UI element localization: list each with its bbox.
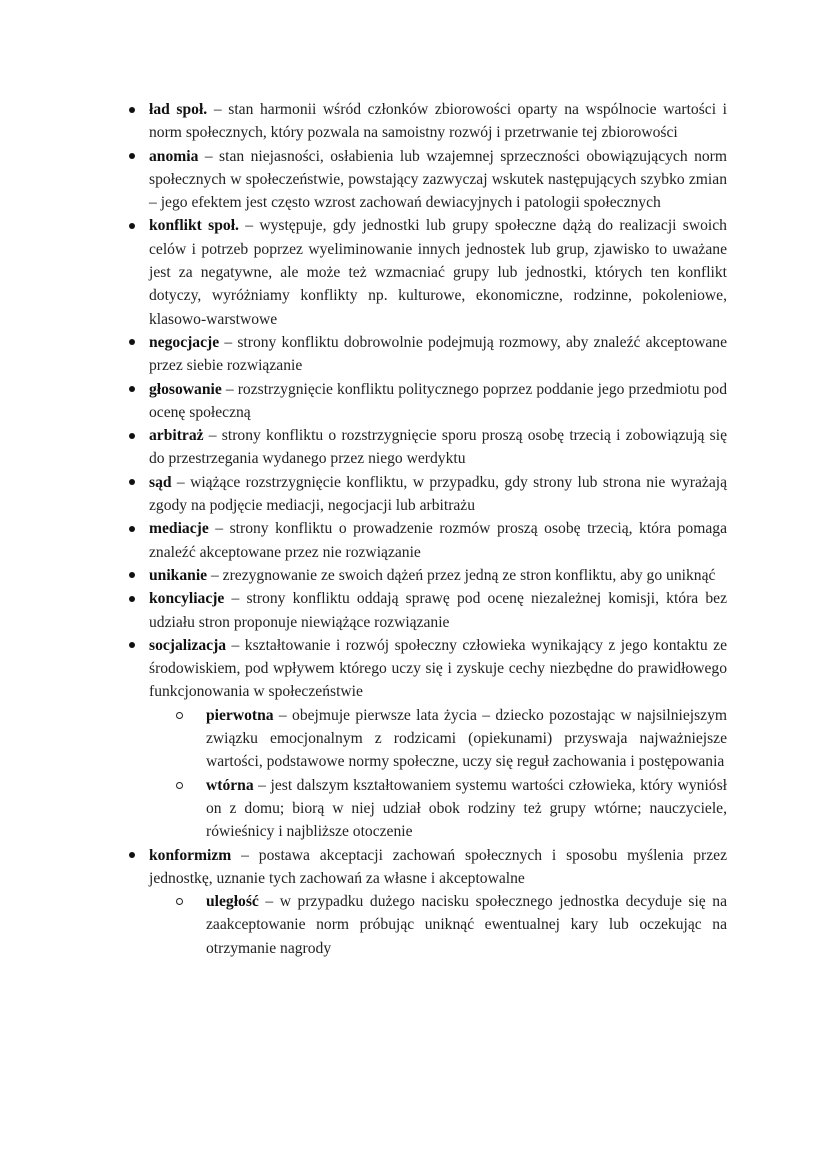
definition: – stan niejasności, osłabienia lub wzajemnej sprzeczności obowiązujących norm społecznych w społeczeństwie, powstający zazwyczaj wskutek następujących szybko zmian – jego efektem jest często wzrost zachowań dewiacyjnych i patologii społecznych	[149, 147, 727, 212]
sub-definition-list	[149, 890, 727, 960]
definition: – postawa akceptacji zachowań społecznych i sposobu myślenia przez jednostkę, uznanie tych zachowań za własne i akceptowalne	[149, 846, 727, 887]
definition-list	[127, 98, 727, 960]
definition: – strony konfliktu o prowadzenie rozmów proszą osobę trzecią, która pomaga znaleźć akceptowane przez nie rozwiązanie	[149, 520, 727, 561]
term: koncyliacje	[149, 590, 225, 608]
definition: – stan harmonii wśród członków zbiorowości oparty na wspólnocie wartości i norm społecznych, który pozwala na samoistny rozwój i przetrwanie tej zbiorowości	[149, 101, 727, 142]
definition: – strony konfliktu oddają sprawę pod ocenę niezależnej komisji, która bez udziału stron proponuje niewiążące rozwiązanie	[149, 590, 727, 631]
definition: – obejmuje pierwsze lata życia – dziecko pozostając w najsilniejszym związku emocjonalnym z rodzicami (opiekunami) przyswaja najważniejsze wartości, podstawowe normy społeczne, uczy się reguł zachowania i postępowania	[206, 706, 727, 771]
term: negocjacje	[149, 333, 220, 351]
definition: – występuje, gdy jednostki lub grupy społeczne dążą do realizacji swoich celów i potrzeb poprzez wyeliminowanie innych jednostek lub grup, zjawisko to uważane jest za negatywne, ale może też wzmacniać grupy lub jednostki, których ten konflikt dotyczy, wyróżniamy konflikty np. kulturowe, ekonomiczne, rodzinne, pokoleniowe, klasowo-warstwowe	[149, 217, 727, 328]
definition-item	[127, 844, 727, 960]
term: konformizm	[149, 846, 232, 864]
term: głosowanie	[149, 380, 222, 398]
sub-definition-item	[149, 704, 727, 774]
definition: – strony konfliktu dobrowolnie podejmują rozmowy, aby znaleźć akceptowane przez siebie rozwiązanie	[149, 333, 727, 375]
definition-item	[127, 378, 727, 425]
definition-item	[127, 98, 727, 145]
definition: – kształtowanie i rozwój społeczny człowieka wynikający z jego kontaktu ze środowiskiem, pod wpływem którego uczy się i zyskuje cechy niezbędne do prawidłowego funkcjonowania w społeczeństwie	[149, 636, 727, 701]
term: sąd	[149, 473, 172, 491]
definition-item	[127, 634, 727, 844]
sub-definition-item	[149, 890, 727, 960]
term: mediacje	[149, 520, 209, 538]
definition-item	[127, 517, 727, 564]
definition: – strony konfliktu o rozstrzygnięcie sporu proszą osobę trzecią i zobowiązują się do przestrzegania wydanego przez niego werdyktu	[149, 427, 727, 468]
term: unikanie	[149, 566, 208, 584]
term: pierwotna	[206, 706, 274, 724]
term: ład społ.	[149, 101, 208, 118]
term: konflikt społ.	[149, 217, 239, 235]
definition-item	[127, 471, 727, 518]
term: anomia	[149, 147, 199, 165]
term: wtórna	[206, 776, 254, 794]
definition-item	[127, 564, 727, 587]
definition: – rozstrzygnięcie konfliktu politycznego poprzez poddanie jego przedmiotu pod ocenę społeczną	[149, 380, 727, 421]
term: socjalizacja	[149, 636, 227, 654]
definition: – jest dalszym kształtowaniem systemu wartości człowieka, który wyniósł on z domu; biorą w niej udział obok rodziny też grupy wtórne; nauczyciele, rówieśnicy i najbliższe otoczenie	[206, 776, 727, 841]
definition-item	[127, 331, 727, 378]
sub-definition-item	[149, 774, 727, 844]
definition: – wiążące rozstrzygnięcie konfliktu, w przypadku, gdy strony lub strona nie wyrażają zgody na podjęcie mediacji, negocjacji lub arbitrażu	[149, 473, 727, 515]
sub-definition-list	[149, 704, 727, 844]
definition-item	[127, 214, 727, 330]
term: arbitraż	[149, 427, 204, 445]
definition-item	[127, 424, 727, 471]
term: uległość	[206, 893, 259, 911]
definition-item	[127, 145, 727, 215]
document-page	[127, 98, 727, 960]
definition-item	[127, 587, 727, 634]
definition: – zrezygnowanie ze swoich dążeń przez jedną ze stron konfliktu, aby go uniknąć	[207, 566, 716, 584]
definition: – w przypadku dużego nacisku społecznego jednostka decyduje się na zaakceptowanie norm próbując uniknąć ewentualnej kary lub oczekując na otrzymanie nagrody	[206, 893, 727, 957]
